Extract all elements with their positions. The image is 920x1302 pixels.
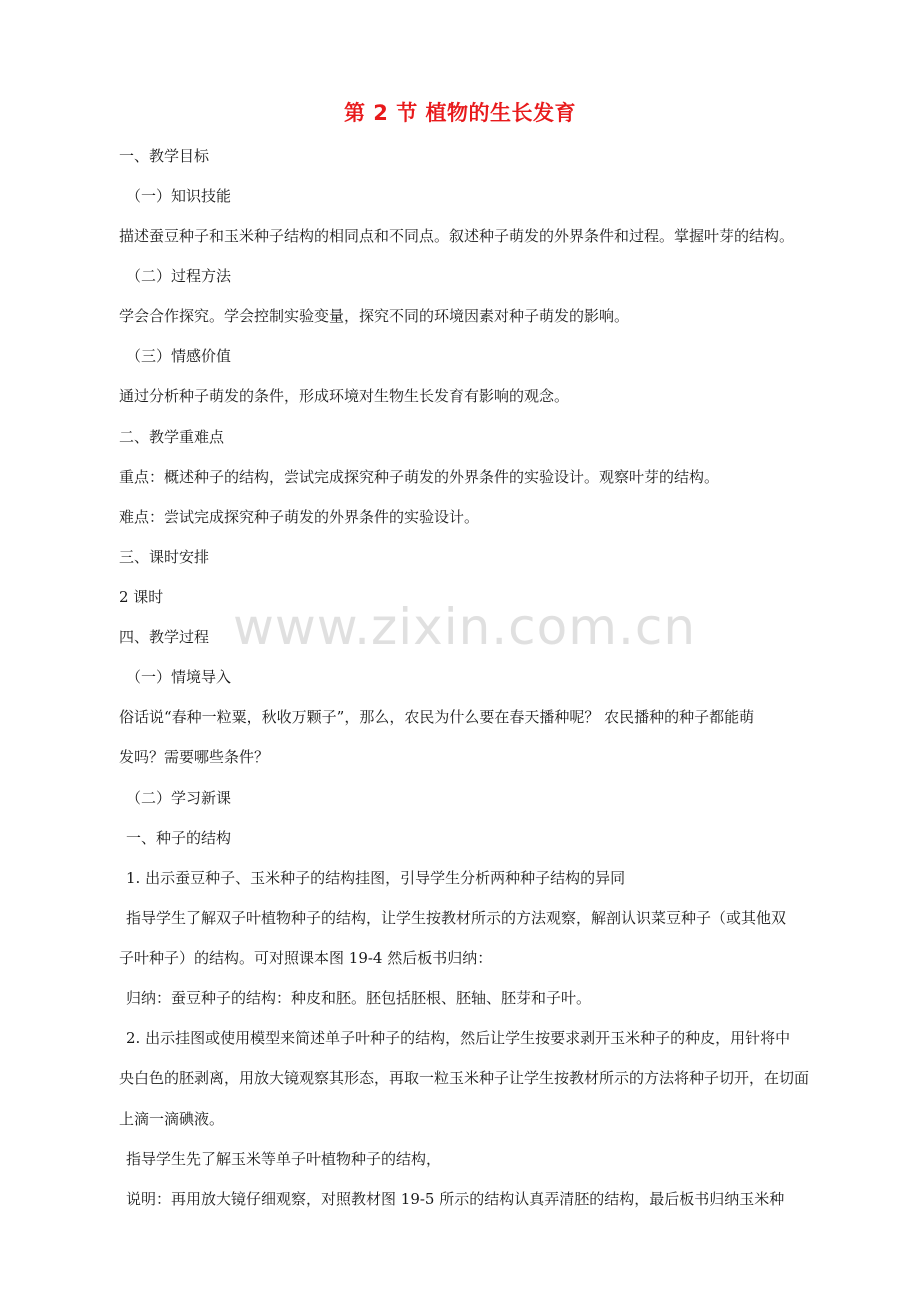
paragraph-line: 难点：尝试完成探究种子萌发的外界条件的实验设计。 [119,508,480,526]
paragraph-line: 指导学生了解双子叶植物种子的结构，让学生按教材所示的方法观察，解剖认识菜豆种子（或其他双 [126,909,787,927]
paragraph-line: 2 课时 [119,588,164,606]
heading-teaching-goals: 一、教学目标 [119,147,210,165]
subheading-intro: （一）情境导入 [126,668,232,686]
document-title: 第 2 节 植物的生长发育 [343,101,577,125]
subheading-new-lesson: （二）学习新课 [126,789,232,807]
paragraph-line: 通过分析种子萌发的条件，形成环境对生物生长发育有影响的观念。 [119,387,570,405]
subheading-values: （三）情感价值 [126,347,232,365]
paragraph-line: 重点：概述种子的结构，尝试完成探究种子萌发的外界条件的实验设计。观察叶芽的结构。 [119,468,720,486]
heading-seed-structure: 一、种子的结构 [126,829,232,847]
paragraph-line: 发吗？需要哪些条件？ [119,748,270,766]
paragraph-line: 指导学生先了解玉米等单子叶植物种子的结构， [126,1150,442,1168]
heading-key-points: 二、教学重难点 [119,428,225,446]
heading-teaching-process: 四、教学过程 [119,628,210,646]
paragraph-line: 描述蚕豆种子和玉米种子结构的相同点和不同点。叙述种子萌发的外界条件和过程。掌握叶芽的结构。 [119,227,795,245]
subheading-knowledge: （一）知识技能 [126,187,232,205]
paragraph-line: 说明：再用放大镜仔细观察，对照教材图 19-5 所示的结构认真弄清胚的结构，最后板书归纳玉米种 [126,1190,785,1208]
paragraph-line: 归纳：蚕豆种子的结构：种皮和胚。胚包括胚根、胚轴、胚芽和子叶。 [126,989,592,1007]
paragraph-line: 1. 出示蚕豆种子、玉米种子的结构挂图，引导学生分析两种种子结构的异同 [126,869,626,887]
watermark-text: www.zixin.com.cn [233,598,697,656]
heading-schedule: 三、课时安排 [119,548,210,566]
paragraph-line: 子叶种子）的结构。可对照课本图 19-4 然后板书归纳： [119,949,493,967]
paragraph-line: 上滴一滴碘液。 [119,1110,225,1128]
paragraph-line: 俗话说“春种一粒粟，秋收万颗子”，那么，农民为什么要在春天播种呢？ 农民播种的种子都能萌 [119,708,755,726]
paragraph-line: 央白色的胚剥离，用放大镜观察其形态，再取一粒玉米种子让学生按教材所示的方法将种子切开，在切面 [119,1069,810,1087]
paragraph-line: 2. 出示挂图或使用模型来简述单子叶种子的结构，然后让学生按要求剥开玉米种子的种皮，用针将中 [126,1029,791,1047]
paragraph-line: 学会合作探究。学会控制实验变量，探究不同的环境因素对种子萌发的影响。 [119,307,630,325]
subheading-process: （二）过程方法 [126,267,232,285]
